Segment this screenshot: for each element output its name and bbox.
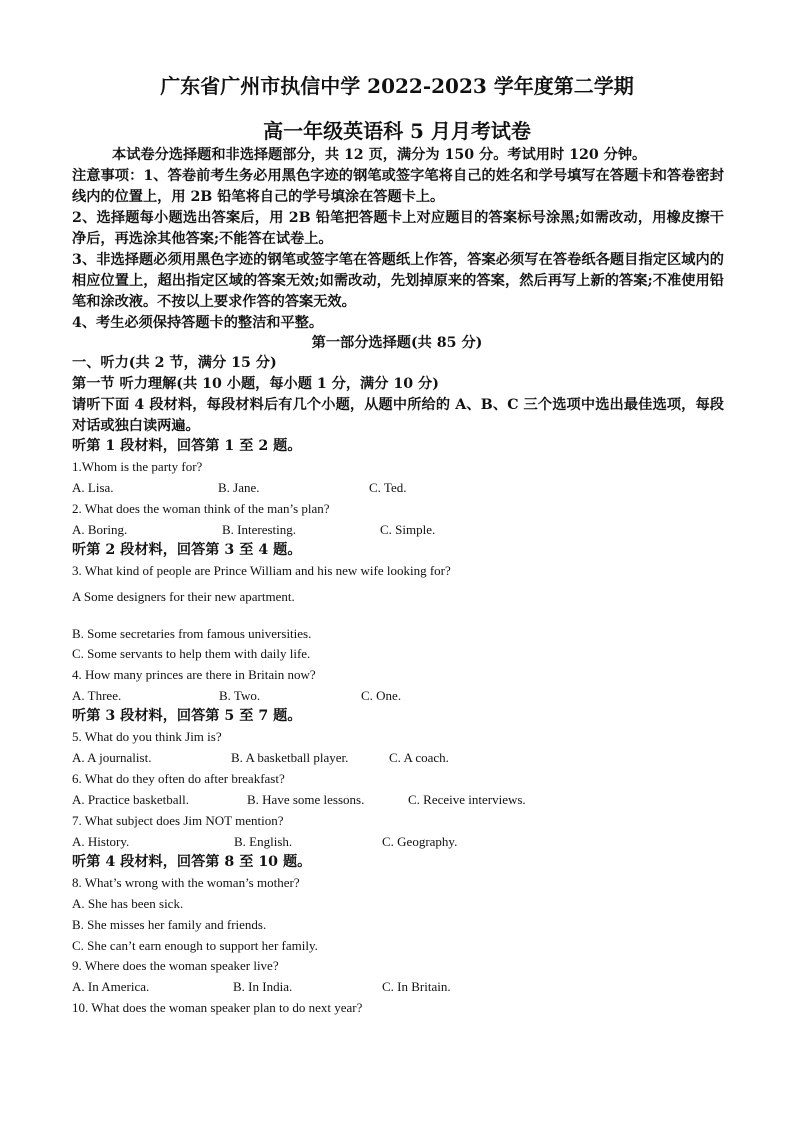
q3-option-a: A Some designers for their new apartment. (72, 589, 295, 604)
section-title: 一、听力(共 2 节，满分 15 分) (72, 355, 277, 371)
q7-option-b: B. English. (234, 834, 293, 849)
q5-option-c: C. A coach. (389, 750, 449, 765)
q9-option-c: C. In Britain. (382, 979, 451, 994)
q7-option-c: C. Geography. (382, 834, 458, 849)
q8-option-b: B. She misses her family and friends. (72, 917, 267, 932)
q4-option-b: B. Two. (219, 688, 261, 703)
listening-instruction: 请听下面 4 段材料，每段材料后有几个小题，从题中所给的 A、B、C 三个选项中选出最佳选项，每段对话或独白读两遍。 (72, 397, 724, 434)
question-5: 5. What do you think Jim is? (72, 729, 222, 744)
passage-heading-4: 听第 4 段材料，回答第 8 至 10 题。 (72, 854, 312, 870)
question-7: 7. What subject does Jim NOT mention? (72, 813, 284, 828)
q5-option-b: B. A basketball player. (231, 750, 349, 765)
question-9: 9. Where does the woman speaker live? (72, 958, 279, 973)
exam-title-line-2: 高一年级英语科 5 月月考试卷 (263, 119, 531, 143)
part-heading: 第一部分选择题(共 85 分) (311, 335, 483, 351)
question-8: 8. What’s wrong with the woman’s mother? (72, 875, 300, 890)
exam-title-line-1: 广东省广州市执信中学 2022-2023 学年度第二学期 (160, 74, 634, 98)
q1-option-a: A. Lisa. (72, 480, 114, 495)
passage-heading-3: 听第 3 段材料，回答第 5 至 7 题。 (72, 708, 302, 724)
question-3: 3. What kind of people are Prince William and his new wife looking for? (72, 563, 451, 578)
q5-option-a: A. A journalist. (72, 750, 152, 765)
question-4: 4. How many princes are there in Britain now? (72, 667, 316, 682)
passage-heading-2: 听第 2 段材料，回答第 3 至 4 题。 (72, 542, 302, 558)
notice-4: 4、考生必须保持答题卡的整洁和平整。 (72, 315, 324, 331)
q9-option-a: A. In America. (72, 979, 150, 994)
q2-option-a: A. Boring. (72, 522, 128, 537)
q4-option-c: C. One. (361, 688, 402, 703)
q1-option-b: B. Jane. (218, 480, 260, 495)
q7-option-a: A. History. (72, 834, 130, 849)
q4-option-a: A. Three. (72, 688, 122, 703)
notice-3: 3、非选择题必须用黑色字迹的钢笔或签字笔在答题纸上作答，答案必须写在答卷纸各题目指定区域内的相应位置上，超出指定区域的答案无效;如需改动，先划掉原来的答案，然后再写上新的答案;不准使用铅笔和涂改液。不按以上要求作答的答案无效。 (72, 252, 724, 310)
q6-option-c: C. Receive interviews. (408, 792, 526, 807)
q8-option-a: A. She has been sick. (72, 896, 184, 911)
q2-option-b: B. Interesting. (222, 522, 297, 537)
q9-option-b: B. In India. (233, 979, 293, 994)
q1-option-c: C. Ted. (369, 480, 407, 495)
question-2: 2. What does the woman think of the man’s plan? (72, 501, 330, 516)
exam-info: 本试卷分选择题和非选择题部分，共 12 页，满分为 150 分。考试用时 120 分钟。 (112, 147, 647, 163)
q3-option-b: B. Some secretaries from famous universities. (72, 626, 312, 641)
notice-1: 注意事项：1、答卷前考生务必用黑色字迹的钢笔或签字笔将自己的姓名和学号填写在答题卡和答卷密封线内的位置上，用 2B 铅笔将自己的学号填涂在答题卡上。 (72, 168, 724, 205)
subsection-title: 第一节 听力理解(共 10 小题，每小题 1 分，满分 10 分) (72, 376, 439, 392)
question-10: 10. What does the woman speaker plan to do next year? (72, 1000, 363, 1015)
question-1: 1.Whom is the party for? (72, 459, 203, 474)
q6-option-b: B. Have some lessons. (247, 792, 365, 807)
q2-option-c: C. Simple. (380, 522, 436, 537)
question-6: 6. What do they often do after breakfast? (72, 771, 285, 786)
q3-option-c: C. Some servants to help them with daily life. (72, 646, 311, 661)
notice-2: 2、选择题每小题选出答案后，用 2B 铅笔把答题卡上对应题目的答案标号涂黑;如需改动，用橡皮擦干净后，再选涂其他答案;不能答在试卷上。 (72, 210, 724, 247)
q8-option-c: C. She can’t earn enough to support her family. (72, 938, 318, 953)
passage-heading-1: 听第 1 段材料，回答第 1 至 2 题。 (72, 438, 302, 454)
q6-option-a: A. Practice basketball. (72, 792, 189, 807)
